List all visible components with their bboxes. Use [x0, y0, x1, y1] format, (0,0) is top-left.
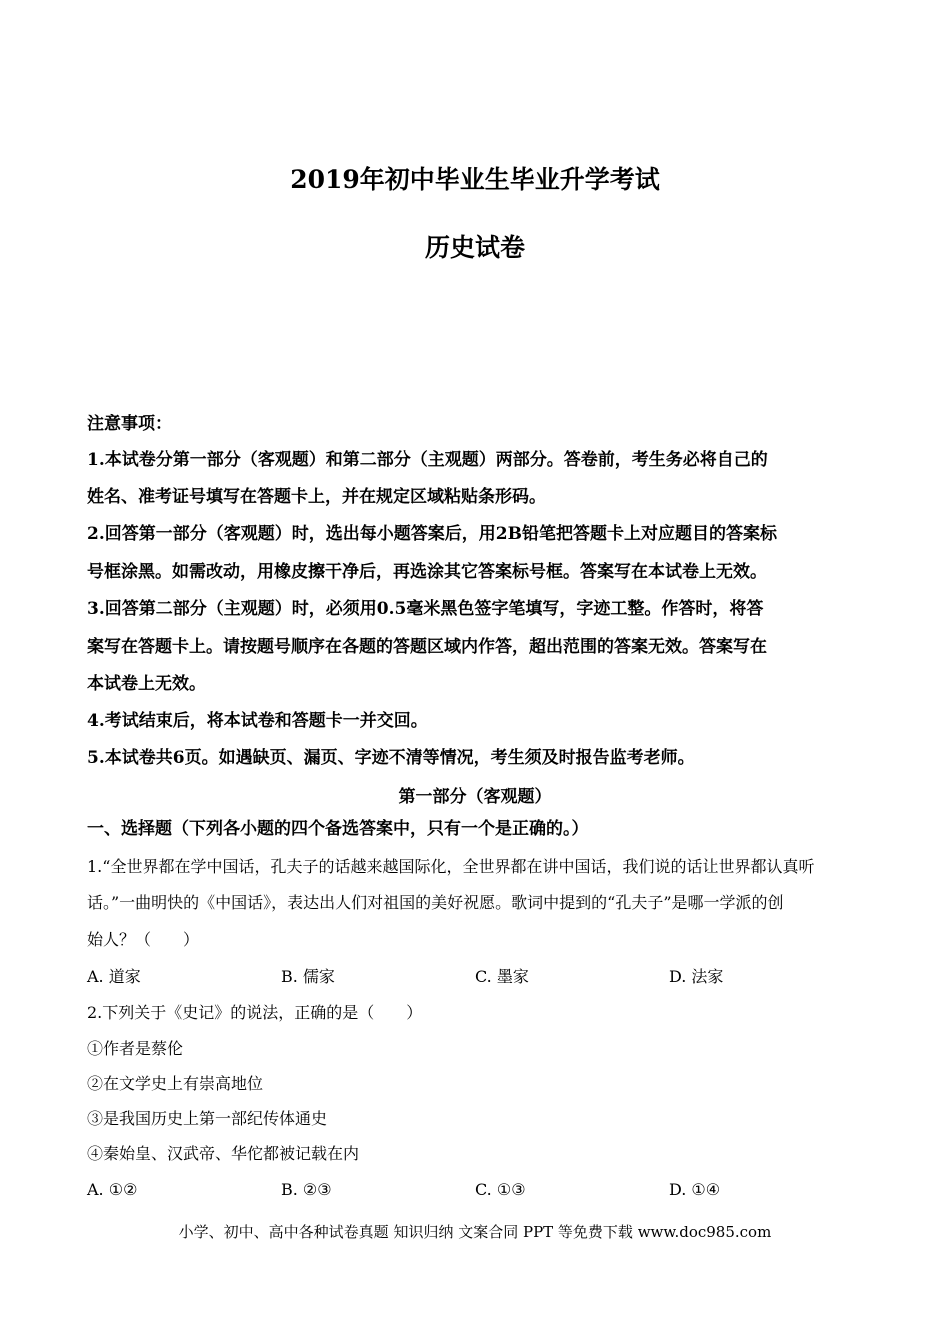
- notice-line: 5.本试卷共6页。如遇缺页、漏页、字迹不清等情况，考生须及时报告监考老师。: [87, 748, 695, 768]
- notice-heading: 注意事项：: [87, 414, 172, 434]
- notice-line: 本试卷上无效。: [87, 674, 206, 694]
- part1-title: 第一部分（客观题）: [398, 787, 552, 807]
- question-1-option-c: C. 墨家: [475, 967, 529, 986]
- question-1-option-b: B. 儒家: [281, 967, 335, 986]
- section-heading: 一、选择题（下列各小题的四个备选答案中，只有一个是正确的。）: [87, 819, 589, 839]
- question-1-option-a: A. 道家: [87, 967, 141, 986]
- notice-line: 3.回答第二部分（主观题）时，必须用0.5毫米黑色签字笔填写，字迹工整。作答时，将答: [87, 599, 764, 619]
- question-2-statement: ②在文学史上有崇高地位: [87, 1074, 264, 1093]
- notice-line: 2.回答第一部分（客观题）时，选出每小题答案后，用2B铅笔把答题卡上对应题目的答案标: [87, 524, 777, 544]
- exam-subtitle: 历史试卷: [424, 233, 525, 262]
- question-1-line: 1.“全世界都在学中国话，孔夫子的话越来越国际化，全世界都在讲中国话，我们说的话让世界都认真听: [87, 857, 815, 876]
- question-1-option-d: D. 法家: [669, 967, 724, 986]
- question-2-option-d: D. ①④: [669, 1180, 721, 1199]
- question-2-option-c: C. ①③: [475, 1180, 526, 1199]
- question-1-line: 话。”一曲明快的《中国话》，表达出人们对祖国的美好祝愿。歌词中提到的“孔夫子”是哪一学派的创: [87, 893, 784, 912]
- notice-line: 号框涂黑。如需改动，用橡皮擦干净后，再选涂其它答案标号框。答案写在本试卷上无效。: [87, 562, 767, 582]
- question-2-statement: ④秦始皇、汉武帝、华佗都被记载在内: [87, 1144, 360, 1163]
- notice-line: 1.本试卷分第一部分（客观题）和第二部分（主观题）两部分。答卷前，考生务必将自己的: [87, 450, 768, 470]
- question-2-option-a: A. ①②: [87, 1180, 138, 1199]
- question-2-statement: ①作者是蔡伦: [87, 1039, 184, 1058]
- question-2-statement: ③是我国历史上第一部纪传体通史: [87, 1109, 328, 1128]
- notice-line: 4.考试结束后，将本试卷和答题卡一并交回。: [87, 711, 428, 731]
- page-footer: 小学、初中、高中各种试卷真题 知识归纳 文案合同 PPT 等免费下载 www.doc985.com: [178, 1223, 772, 1241]
- notice-line: 姓名、准考证号填写在答题卡上，并在规定区域粘贴条形码。: [87, 487, 546, 507]
- question-2-stem: 2.下列关于《史记》的说法，正确的是（ ）: [87, 1003, 423, 1022]
- question-2-option-b: B. ②③: [281, 1180, 332, 1199]
- exam-title: 2019年初中毕业生毕业升学考试: [290, 165, 660, 194]
- question-1-line: 始人？（ ）: [87, 930, 200, 949]
- notice-line: 案写在答题卡上。请按题号顺序在各题的答题区域内作答，超出范围的答案无效。答案写在: [87, 637, 767, 657]
